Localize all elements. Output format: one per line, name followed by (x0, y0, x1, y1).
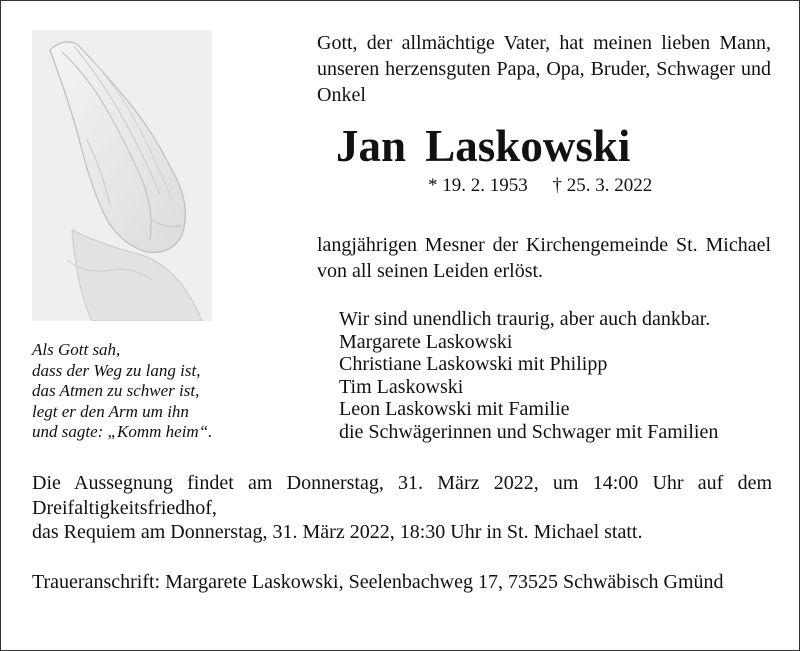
mourners-intro: Wir sind unendlich traurig, aber auch dankbar. (339, 308, 711, 330)
mourners-list (339, 308, 779, 443)
mourner: die Schwägerinnen und Schwager mit Familien (339, 420, 719, 443)
intro-text: Gott, der allmächtige Vater, hat meinen lieben Mann, unseren herzensguten Papa, Opa, Bruder, Schwager und Onkel (317, 32, 771, 106)
poem-line: das Atmen zu schwer ist, (32, 381, 200, 400)
poem-line: legt er den Arm um ihn (32, 401, 189, 421)
life-dates (428, 174, 652, 198)
death-date: † 25. 3. 2022 (552, 175, 653, 196)
requiem-text: das Requiem am Donnerstag, 31. März 2022, 18:30 Uhr in St. Michael statt. (32, 521, 643, 543)
mourner: Margarete Laskowski (339, 330, 513, 353)
poem (32, 340, 272, 443)
praying-hands-icon (32, 30, 212, 321)
mourner: Christiane Laskowski mit Philipp (339, 353, 608, 375)
deceased-name: Jan Laskowski (336, 121, 631, 171)
poem-line: und sagte: „Komm heim“. (32, 422, 213, 441)
poem-line: Als Gott sah, (32, 340, 121, 359)
mourning-address: Traueranschrift: Margarete Laskowski, Seelenbachweg 17, 73525 Schwäbisch Gmünd (32, 571, 724, 593)
mourner: Tim Laskowski (339, 375, 464, 398)
mesner-text: langjährigen Mesner der Kirchengemeinde St. Michael von all seinen Leiden erlöst. (317, 234, 771, 282)
praying-hands-image (32, 30, 212, 321)
service-info (32, 471, 772, 545)
birth-date: * 19. 2. 1953 (428, 175, 528, 196)
funeral-blessing-text: Die Aussegnung findet am Donnerstag, 31. März 2022, um 14:00 Uhr auf dem Dreifaltigkeitsfriedhof, (32, 472, 772, 519)
mourner: Leon Laskowski mit Familie (339, 398, 570, 420)
poem-line: dass der Weg zu lang ist, (32, 360, 201, 380)
